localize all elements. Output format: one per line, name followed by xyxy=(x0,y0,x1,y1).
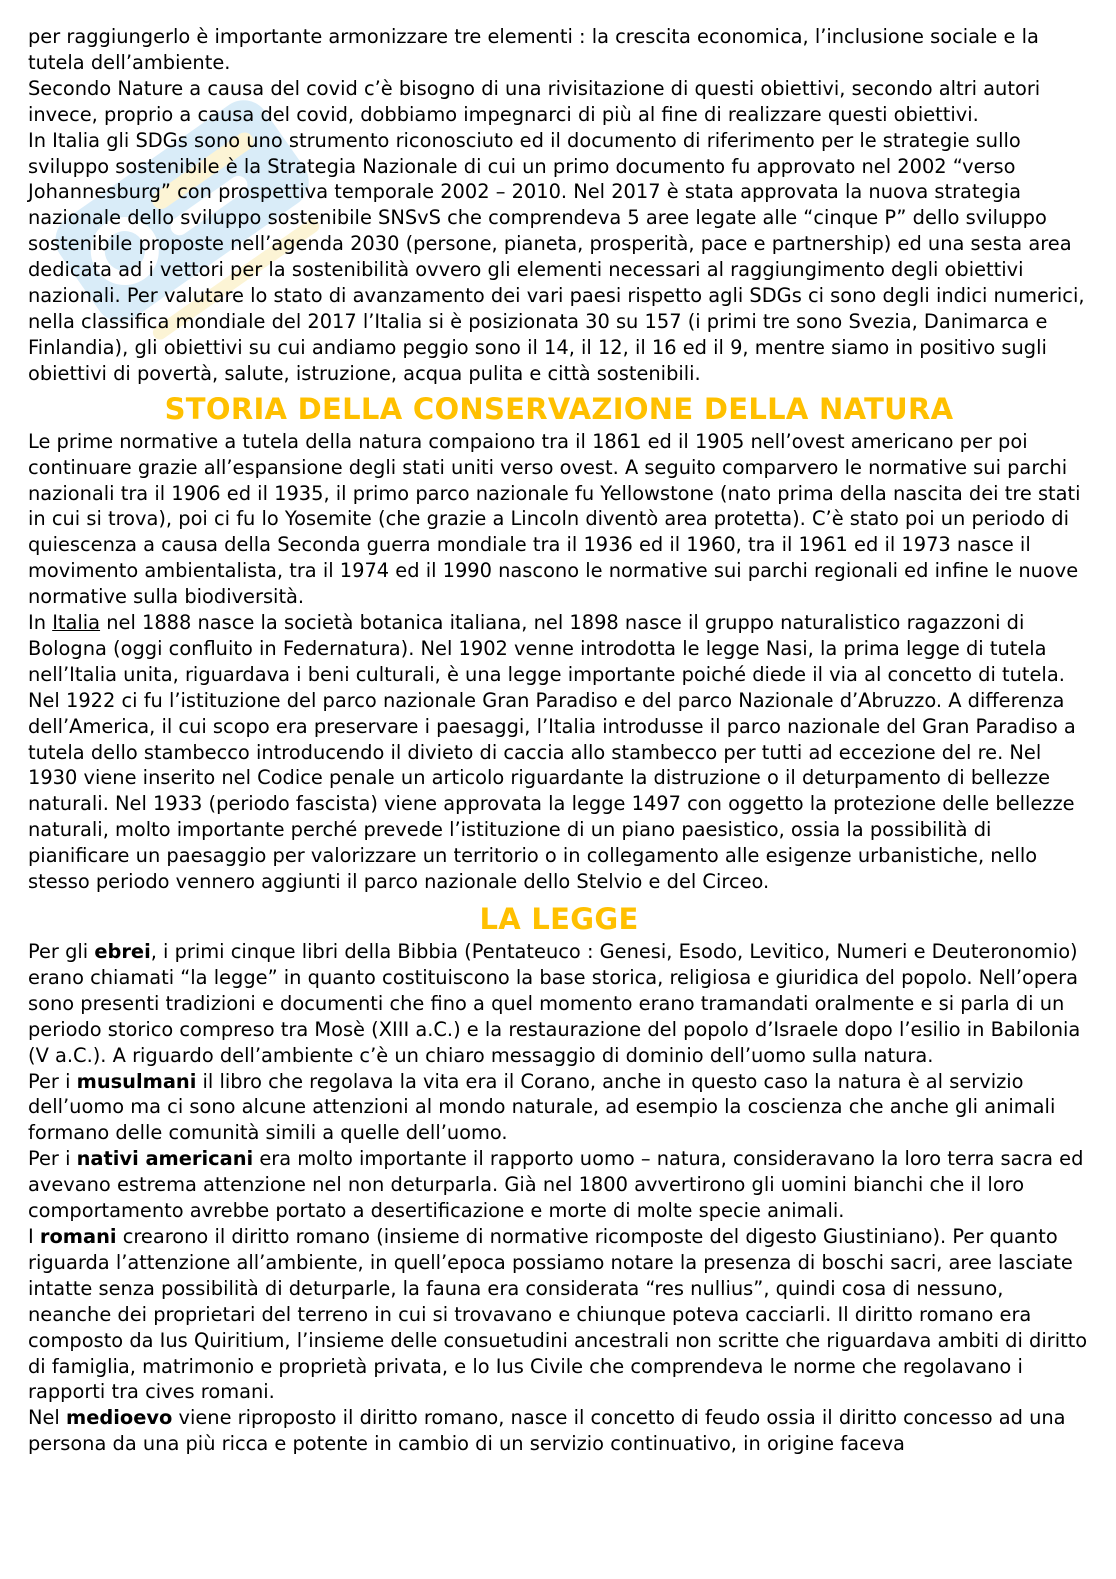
paragraph-storia-1: Le prime normative a tutela della natura compaiono tra il 1861 ed il 1905 nell’ovest americano per poi continuare grazie all’espansione degli stati uniti verso ovest. A seguito comparvero le normative sui parchi nazionali tra il 1906 ed il 1935, il primo parco nazionale fu Yellowstone (nato prima della nascita dei tre stati in cui si trova), poi ci fu lo Yosemite (che grazie a Lincoln diventò area protetta). C’è stato poi un periodo di quiescenza a causa della Seconda guerra mondiale tra il 1936 ed il 1960, tra il 1961 ed il 1973 nasce il movimento ambientalista, tra il 1974 ed il 1990 nascono le normative sui parchi regionali ed infine le nuove normative sulla biodiversità. xyxy=(28,429,1081,609)
text-pre: I xyxy=(28,1224,40,1248)
paragraph-intro-2: Secondo Nature a causa del covid c’è bisogno di una rivisitazione di questi obiettivi, secondo altri autori invece, proprio a causa del covid, dobbiamo impegnarci di più al fine di realizzare questi obiettivi. xyxy=(28,76,1041,126)
bold-term-nativi: nativi americani xyxy=(76,1147,254,1171)
section-heading-storia: STORIA DELLA CONSERVAZIONE DELLA NATURA xyxy=(164,391,954,426)
bold-term-romani: romani xyxy=(39,1224,117,1248)
paragraph-medioevo xyxy=(28,1405,1090,1457)
paragraph-storia-italia xyxy=(28,610,1090,895)
underlined-italia: Italia xyxy=(52,611,101,635)
text-post: , i primi cinque libri della Bibbia (Pentateuco : Genesi, Esodo, Levitico, Numeri e Deuteronomio) erano chiamati “la legge” in quanto costituiscono la base storica, religiosa e giuridica del popolo. Nell’opera sono presenti tradizioni e documenti che fino a quel momento erano tramandati oralmente e si parla di un periodo storico compreso tra Mosè (XIII a.C.) e la restaurazione del popolo d’Israele dopo l’esilio in Babilonia (V a.C.). A riguardo dell’ambiente c’è un chiaro messaggio di dominio dell’uomo sulla natura. xyxy=(28,940,1081,1067)
text-pre: Nel xyxy=(28,1406,66,1430)
text-post: viene riproposto il diritto romano, nasce il concetto di feudo ossia il diritto concesso ad una persona da una più ricca e potente in cambio di un servizio continuativo, in origine faceva xyxy=(28,1406,1066,1456)
paragraph-ebrei xyxy=(28,939,1090,1069)
bold-term-ebrei: ebrei xyxy=(94,940,151,963)
text-post: il libro che regolava la vita era il Corano, anche in questo caso la natura è al servizio dell’uomo ma ci sono alcune attenzioni al mondo naturale, ad esempio la coscienza che anche gli animali formano delle comunità simili a quelle dell’uomo. xyxy=(28,1069,1056,1145)
document-page xyxy=(28,24,1090,1457)
text-prefix: In xyxy=(28,611,53,635)
text-post: era molto importante il rapporto uomo – natura, consideravano la loro terra sacra ed avevano estrema attenzione nel non deturparla. Già nel 1800 avvertirono gli uomini bianchi che il loro comportamento avrebbe portato a desertificazione e morte di molte specie animali. xyxy=(28,1147,1084,1223)
text-rest: nel 1888 nasce la società botanica italiana, nel 1898 nasce il gruppo naturalistico ragazzoni di Bologna (oggi confluito in Federnatura). Nel 1902 venne introdotta le legge Nasi, la prima legge di tutela nell’Italia unita, riguardava i beni culturali, è una legge importante poiché diede il via al concetto di tutela. Nel 1922 ci fu l’istituzione del parco nazionale Gran Paradiso e del parco Nazionale d’Abruzzo. A differenza dell’America, il cui scopo era preservare i paesaggi, l’Italia introdusse il parco nazionale del Gran Paradiso a tutela dello stambecco introducendo il divieto di caccia allo stambecco per tutti ad eccezione del re. Nel 1930 viene inserito nel Codice penale un articolo riguardante la distruzione o il deturpamento di bellezze naturali. Nel 1933 (periodo fascista) viene approvata la legge 1497 con oggetto la protezione delle bellezze naturali, molto importante perché prevede l’istituzione di un piano paesistico, ossia la possibilità di pianificare un paesaggio per valorizzare un territorio o in collegamento alle esigenze urbanistiche, nello stesso periodo vennero aggiunti il parco nazionale dello Stelvio e del Circeo. xyxy=(28,611,1076,894)
bold-term-medioevo: medioevo xyxy=(66,1406,173,1430)
text-pre: Per i xyxy=(28,1147,77,1171)
text-pre: Per i xyxy=(28,1069,77,1093)
paragraph-intro-1: per raggiungerlo è importante armonizzare tre elementi : la crescita economica, l’inclusione sociale e la tutela dell’ambiente. xyxy=(28,25,1039,74)
paragraph-musulmani xyxy=(28,1069,1090,1147)
paragraph-romani xyxy=(28,1224,1090,1405)
section-heading-legge: LA LEGGE xyxy=(479,902,639,936)
text-pre: Per gli xyxy=(28,940,95,963)
paragraph-nativi xyxy=(28,1146,1090,1224)
paragraph-intro-3: In Italia gli SDGs sono uno strumento riconosciuto ed il documento di riferimento per le strategie sullo sviluppo sostenibile è la Strategia Nazionale di cui un primo documento fu approvato nel 2002 “verso Johannesburg” con prospettiva temporale 2002 – 2010. Nel 2017 è stata approvata la nuova strategia nazionale dello sviluppo sostenibile SNSvS che comprendeva 5 aree legate alle “cinque P” dello sviluppo sostenibile proposte nell’agenda 2030 (persone, pianeta, prosperità, pace e partnership) ed una sesta area dedicata ad i vettori per la sostenibilità ovvero gli elementi necessari al raggiungimento degli obiettivi nazionali. Per valutare lo stato di avanzamento dei vari paesi rispetto agli SDGs ci sono degli indici numerici, nella classifica mondiale del 2017 l’Italia si è posizionata 30 su 157 (i primi tre sono Svezia, Danimarca e Finlandia), gli obiettivi su cui andiamo peggio sono il 14, il 12, il 16 ed il 9, mentre siamo in positivo sugli obiettivi di povertà, salute, istruzione, acqua pulita e città sostenibili. xyxy=(28,128,1085,385)
bold-term-musulmani: musulmani xyxy=(76,1069,197,1093)
text-post: crearono il diritto romano (insieme di normative ricomposte del digesto Giustiniano). Per quanto riguarda l’attenzione all’ambiente, in quell’epoca possiamo notare la presenza di boschi sacri, aree lasciate intatte senza possibilità di deturparle, la fauna era considerata “res nullius”, quindi cosa di nessuno, neanche dei proprietari del terreno in cui si trovavano e chiunque poteva cacciarli. Il diritto romano era composto da Ius Quiritium, l’insieme delle consuetudini ancestrali non scritte che riguardava ambiti di diritto di famiglia, matrimonio e proprietà privata, e lo Ius Civile che comprendeva le norme che regolavano i rapporti tra cives romani. xyxy=(28,1224,1088,1404)
